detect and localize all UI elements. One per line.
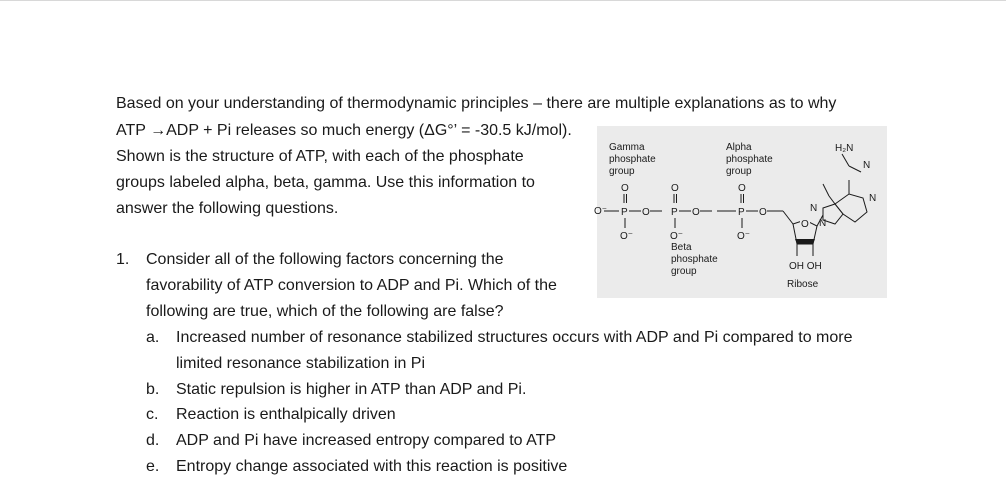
alpha-label-3: group bbox=[726, 166, 752, 177]
alpha-top-oxygen: O bbox=[738, 183, 746, 194]
atp-structure-figure bbox=[594, 126, 887, 298]
gamma-label-2: phosphate bbox=[609, 154, 656, 165]
option-d-letter: d. bbox=[146, 432, 160, 449]
intro-line-2: ATP →ADP + Pi releases so much energy (ΔG°’ = -30.5 kJ/mol). bbox=[116, 122, 572, 139]
question-line-2: favorability of ATP conversion to ADP and Pi. Which of the bbox=[146, 277, 557, 294]
option-a-letter: a. bbox=[146, 329, 160, 346]
beta-phosphorus: P bbox=[671, 207, 678, 218]
intro-line-3: Shown is the structure of ATP, with each of the phosphate bbox=[116, 148, 524, 165]
page-top-border bbox=[0, 0, 1006, 1]
alpha-label-2: phosphate bbox=[726, 154, 773, 165]
beta-label-1: Beta bbox=[671, 242, 692, 253]
option-b-text: Static repulsion is higher in ATP than ADP and Pi. bbox=[176, 381, 527, 398]
beta-bottom-oxygen: O⁻ bbox=[670, 231, 684, 242]
bridge-oxygen-1: O bbox=[642, 207, 650, 218]
beta-label-3: group bbox=[671, 266, 697, 277]
option-e-text: Entropy change associated with this reaction is positive bbox=[176, 458, 568, 475]
gamma-label-1: Gamma bbox=[609, 142, 645, 153]
amine-group: H₂N bbox=[835, 143, 854, 154]
intro-line-5: answer the following questions. bbox=[116, 200, 339, 217]
gamma-label-3: group bbox=[609, 166, 635, 177]
option-c-letter: c. bbox=[146, 406, 159, 423]
option-e-letter: e. bbox=[146, 458, 160, 475]
atp-structure-diagram bbox=[594, 126, 887, 298]
ribose-label: Ribose bbox=[787, 279, 819, 290]
ribose-hydroxyls: OH OH bbox=[789, 261, 822, 272]
question-number: 1. bbox=[116, 251, 130, 268]
ester-oxygen: O bbox=[759, 207, 767, 218]
beta-label-2: phosphate bbox=[671, 254, 718, 265]
adenine-n9: N bbox=[819, 218, 827, 229]
gamma-bottom-oxygen: O⁻ bbox=[620, 231, 634, 242]
alpha-label-1: Alpha bbox=[726, 142, 752, 153]
option-b-letter: b. bbox=[146, 381, 160, 398]
phosphate-chain bbox=[594, 183, 793, 242]
alpha-phosphorus: P bbox=[738, 207, 745, 218]
bridge-oxygen-2: O bbox=[692, 207, 700, 218]
gamma-phosphorus: P bbox=[621, 207, 628, 218]
question-line-1: Consider all of the following factors concerning the bbox=[146, 251, 504, 268]
question-line-3: following are true, which of the following are false? bbox=[146, 303, 504, 320]
option-c-text: Reaction is enthalpically driven bbox=[176, 406, 396, 423]
adenine-n1: N bbox=[863, 160, 871, 171]
intro-line-4: groups labeled alpha, beta, gamma. Use this information to bbox=[116, 174, 535, 191]
beta-top-oxygen: O bbox=[671, 183, 679, 194]
adenine-n3: N bbox=[869, 193, 877, 204]
adenine-n7: N bbox=[810, 203, 818, 214]
alpha-bottom-oxygen: O⁻ bbox=[737, 231, 751, 242]
ribose-ring-oxygen: O bbox=[801, 219, 809, 230]
option-d-text: ADP and Pi have increased entropy compared to ATP bbox=[176, 432, 557, 449]
option-a-text-1: Increased number of resonance stabilized structures occurs with ADP and Pi compared to more bbox=[176, 329, 853, 346]
adenine-base bbox=[810, 143, 876, 229]
ribose-ring bbox=[787, 215, 823, 290]
option-a-text-2: limited resonance stabilization in Pi bbox=[176, 355, 426, 372]
intro-line-1: Based on your understanding of thermodynamic principles – there are multiple explanations as to why bbox=[116, 95, 837, 112]
gamma-top-oxygen: O bbox=[621, 183, 629, 194]
gamma-terminal-oxygen: O⁻ bbox=[594, 206, 608, 217]
